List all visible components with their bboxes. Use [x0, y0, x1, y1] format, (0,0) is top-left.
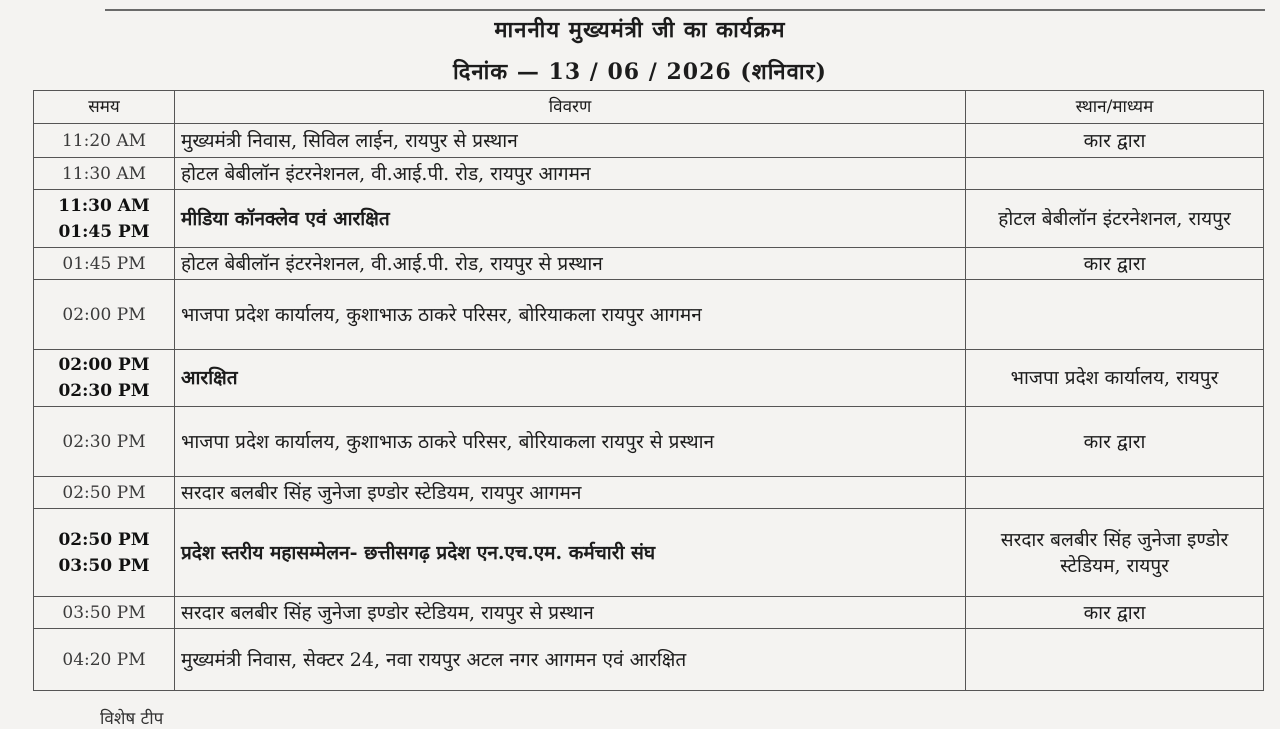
row-description: मीडिया कॉनक्लेव एवं आरक्षित: [175, 190, 966, 248]
row-place: सरदार बलबीर सिंह जुनेजा इण्डोर स्टेडियम, रायपुर: [966, 509, 1264, 597]
date-line: दिनांक — 13 / 06 / 2026 (शनिवार): [453, 59, 827, 85]
time-value: 02:50 PM: [62, 482, 146, 503]
row-description: सरदार बलबीर सिंह जुनेजा इण्डोर स्टेडियम, रायपुर आगमन: [175, 477, 966, 509]
header-place: स्थान/माध्यम: [966, 91, 1264, 124]
row-place: भाजपा प्रदेश कार्यालय, रायपुर: [966, 350, 1264, 407]
footer-note: विशेष टीप: [100, 709, 164, 729]
schedule-row: [34, 190, 1264, 248]
row-time: [34, 477, 175, 509]
schedule-row: [34, 629, 1264, 691]
row-description: आरक्षित: [175, 350, 966, 407]
row-place: कार द्वारा: [966, 124, 1264, 158]
row-place: कार द्वारा: [966, 597, 1264, 629]
row-place: कार द्वारा: [966, 248, 1264, 280]
row-place: [966, 280, 1264, 350]
row-description: होटल बेबीलॉन इंटरनेशनल, वी.आई.पी. रोड, रायपुर आगमन: [175, 158, 966, 190]
header-time: समय: [34, 91, 175, 124]
time-value: 03:50 PM: [62, 602, 146, 623]
schedule-row: [34, 407, 1264, 477]
time-value: 02:00 PM: [58, 355, 150, 375]
header-row: [34, 91, 1264, 124]
row-description: भाजपा प्रदेश कार्यालय, कुशाभाऊ ठाकरे परिसर, बोरियाकला रायपुर आगमन: [175, 280, 966, 350]
time-value: 11:30 AM: [58, 195, 150, 216]
time-value: 02:30 PM: [62, 431, 146, 452]
document-title: माननीय मुख्यमंत्री जी का कार्यक्रम: [494, 17, 786, 43]
time-value: 01:45 PM: [62, 253, 146, 274]
schedule-rows: [34, 124, 1264, 691]
row-time: [34, 597, 175, 629]
row-time: [34, 350, 175, 407]
row-time: [34, 158, 175, 190]
top-rule: [105, 9, 1265, 11]
schedule-row: [34, 477, 1264, 509]
header-details: विवरण: [175, 91, 966, 124]
row-description: भाजपा प्रदेश कार्यालय, कुशाभाऊ ठाकरे परिसर, बोरियाकला रायपुर से प्रस्थान: [175, 407, 966, 477]
schedule-row: [34, 158, 1264, 190]
time-value: 02:50 PM: [58, 529, 150, 550]
schedule-row: [34, 248, 1264, 280]
schedule-row: [34, 597, 1264, 629]
schedule-row: [34, 350, 1264, 407]
time-value: 01:45 PM: [58, 221, 150, 242]
row-time: [34, 124, 175, 158]
row-place: [966, 158, 1264, 190]
row-place: [966, 629, 1264, 691]
row-time: [34, 629, 175, 691]
time-value: 04:20 PM: [62, 649, 146, 670]
row-time: [34, 407, 175, 477]
row-description: मुख्यमंत्री निवास, सेक्टर 24, नवा रायपुर अटल नगर आगमन एवं आरक्षित: [175, 629, 966, 691]
row-description: प्रदेश स्तरीय महासम्मेलन- छत्तीसगढ़ प्रदेश एन.एच.एम. कर्मचारी संघ: [175, 509, 966, 597]
row-time: [34, 190, 175, 248]
row-description: मुख्यमंत्री निवास, सिविल लाईन, रायपुर से प्रस्थान: [175, 124, 966, 158]
time-value: 11:20 AM: [61, 130, 147, 151]
row-time: [34, 280, 175, 350]
row-time: [34, 248, 175, 280]
schedule-row: [34, 280, 1264, 350]
row-place: होटल बेबीलॉन इंटरनेशनल, रायपुर: [966, 190, 1264, 248]
row-description: सरदार बलबीर सिंह जुनेजा इण्डोर स्टेडियम, रायपुर से प्रस्थान: [175, 597, 966, 629]
time-value: 02:30 PM: [58, 381, 150, 401]
row-time: [34, 509, 175, 597]
schedule-row: [34, 509, 1264, 597]
time-value: 02:00 PM: [62, 304, 146, 325]
time-value: 11:30 AM: [61, 163, 147, 184]
row-place: कार द्वारा: [966, 407, 1264, 477]
row-description: होटल बेबीलॉन इंटरनेशनल, वी.आई.पी. रोड, रायपुर से प्रस्थान: [175, 248, 966, 280]
time-value: 03:50 PM: [58, 555, 150, 576]
row-place: [966, 477, 1264, 509]
schedule-row: [34, 124, 1264, 158]
schedule-table: [33, 90, 1264, 691]
